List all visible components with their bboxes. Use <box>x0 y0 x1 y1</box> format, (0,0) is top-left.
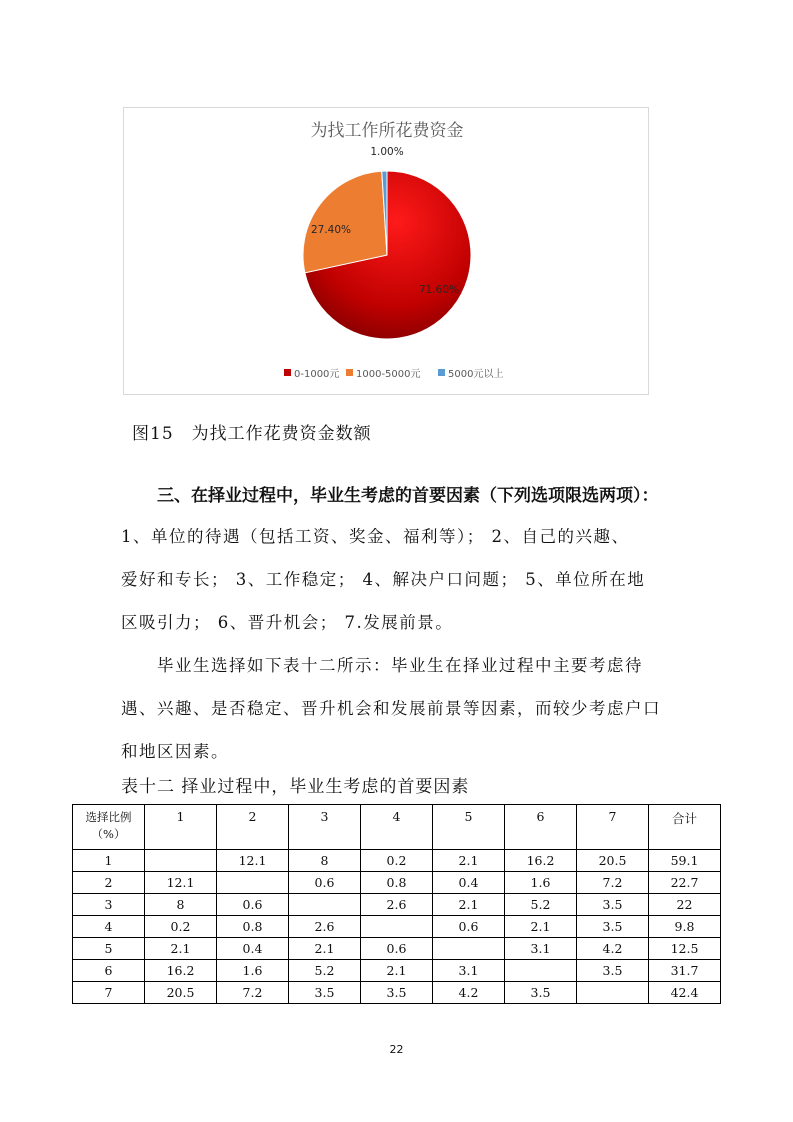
total-header: 合计 <box>649 805 721 850</box>
table-cell: 20.5 <box>145 982 217 1004</box>
table-cell <box>433 938 505 960</box>
table-caption: 表十二 择业过程中，毕业生考虑的首要因素 <box>121 777 470 797</box>
row-label: 4 <box>73 916 145 938</box>
table-cell <box>361 916 433 938</box>
row-label: 1 <box>73 850 145 872</box>
table-row <box>73 960 721 982</box>
table-cell: 8 <box>289 850 361 872</box>
table-cell: 3.5 <box>577 960 649 982</box>
pie-data-label: 27.40% <box>310 224 352 236</box>
table-cell: 3.5 <box>361 982 433 1004</box>
table-corner-header <box>73 805 145 850</box>
table-row <box>73 850 721 872</box>
legend-swatch <box>346 369 353 376</box>
table-cell: 7.2 <box>577 872 649 894</box>
pie-chart <box>124 108 650 396</box>
column-header: 6 <box>505 805 577 850</box>
table-cell <box>217 872 289 894</box>
row-label: 3 <box>73 894 145 916</box>
table-cell: 0.2 <box>145 916 217 938</box>
table-cell: 3.1 <box>433 960 505 982</box>
column-header: 7 <box>577 805 649 850</box>
table-cell: 2.1 <box>433 850 505 872</box>
table-cell: 8 <box>145 894 217 916</box>
row-total: 12.5 <box>649 938 721 960</box>
table-cell: 0.6 <box>361 938 433 960</box>
table-cell: 1.6 <box>505 872 577 894</box>
column-header: 4 <box>361 805 433 850</box>
row-label: 6 <box>73 960 145 982</box>
paragraph-line: 区吸引力； 6、晋升机会； 7.发展前景。 <box>121 613 454 632</box>
pie-slice-2 <box>303 171 387 273</box>
table-cell: 3.5 <box>577 916 649 938</box>
table-row <box>73 938 721 960</box>
table-cell: 0.8 <box>217 916 289 938</box>
legend-label: 5000元以上 <box>448 369 504 380</box>
legend-label: 1000-5000元 <box>356 369 421 380</box>
table-cell: 4.2 <box>433 982 505 1004</box>
paragraph-line: 1、单位的待遇（包括工资、奖金、福利等）； 2、自己的兴趣、 <box>121 527 630 546</box>
pie-data-label: 71.60% <box>418 284 460 296</box>
table-row <box>73 894 721 916</box>
corner-label: 选择比例 <box>85 810 132 824</box>
row-label: 2 <box>73 872 145 894</box>
column-header: 5 <box>433 805 505 850</box>
legend-swatch <box>438 369 445 376</box>
table-cell: 20.5 <box>577 850 649 872</box>
paragraph-line: 爱好和专长； 3、工作稳定； 4、解决户口问题； 5、单位所在地 <box>121 570 646 589</box>
factor-table <box>72 804 721 1004</box>
legend-swatch <box>284 369 291 376</box>
table-cell <box>577 982 649 1004</box>
column-header: 1 <box>145 805 217 850</box>
table-cell: 3.5 <box>505 982 577 1004</box>
row-label: 7 <box>73 982 145 1004</box>
row-label: 5 <box>73 938 145 960</box>
row-total: 22 <box>649 894 721 916</box>
table-cell: 16.2 <box>505 850 577 872</box>
table-cell: 0.6 <box>433 916 505 938</box>
row-total: 22.7 <box>649 872 721 894</box>
section-heading: 三、在择业过程中，毕业生考虑的首要因素（下列选项限选两项）： <box>157 486 659 506</box>
table-cell: 5.2 <box>289 960 361 982</box>
pie-data-label: 1.00% <box>370 146 404 158</box>
row-total: 31.7 <box>649 960 721 982</box>
table-cell: 2.6 <box>289 916 361 938</box>
paragraph-line: 毕业生选择如下表十二所示：毕业生在择业过程中主要考虑待 <box>157 656 643 675</box>
table-cell: 2.1 <box>505 916 577 938</box>
table-cell: 0.8 <box>361 872 433 894</box>
column-header: 2 <box>217 805 289 850</box>
corner-unit: （%） <box>91 827 126 841</box>
table-cell: 0.4 <box>217 938 289 960</box>
legend-label: 0-1000元 <box>294 369 340 380</box>
paragraph-line: 遇、兴趣、是否稳定、晋升机会和发展前景等因素，而较少考虑户口 <box>121 699 661 718</box>
table-cell: 0.6 <box>289 872 361 894</box>
table-cell: 3.1 <box>505 938 577 960</box>
table-cell: 3.5 <box>289 982 361 1004</box>
table-cell <box>505 960 577 982</box>
table-cell: 16.2 <box>145 960 217 982</box>
table-cell: 0.6 <box>217 894 289 916</box>
table-cell: 0.4 <box>433 872 505 894</box>
chart-title: 为找工作所花费资金 <box>310 121 464 141</box>
table-cell <box>289 894 361 916</box>
row-total: 9.8 <box>649 916 721 938</box>
table-cell: 2.1 <box>145 938 217 960</box>
row-total: 59.1 <box>649 850 721 872</box>
paragraph-line: 和地区因素。 <box>121 742 229 761</box>
row-total: 42.4 <box>649 982 721 1004</box>
figure-caption: 图15 为找工作花费资金数额 <box>132 424 372 444</box>
table-cell: 2.1 <box>433 894 505 916</box>
table-row <box>73 872 721 894</box>
table-cell: 7.2 <box>217 982 289 1004</box>
table-cell: 2.1 <box>289 938 361 960</box>
table-cell: 2.1 <box>361 960 433 982</box>
table-cell: 0.2 <box>361 850 433 872</box>
table-cell: 2.6 <box>361 894 433 916</box>
table-cell: 12.1 <box>217 850 289 872</box>
table-row <box>73 982 721 1004</box>
table-cell: 4.2 <box>577 938 649 960</box>
table-cell: 1.6 <box>217 960 289 982</box>
table-row <box>73 916 721 938</box>
pie-chart-container <box>123 107 649 395</box>
table-cell: 3.5 <box>577 894 649 916</box>
table-cell <box>145 850 217 872</box>
column-header: 3 <box>289 805 361 850</box>
page-number: 22 <box>389 1043 404 1056</box>
table-cell: 12.1 <box>145 872 217 894</box>
table-cell: 5.2 <box>505 894 577 916</box>
